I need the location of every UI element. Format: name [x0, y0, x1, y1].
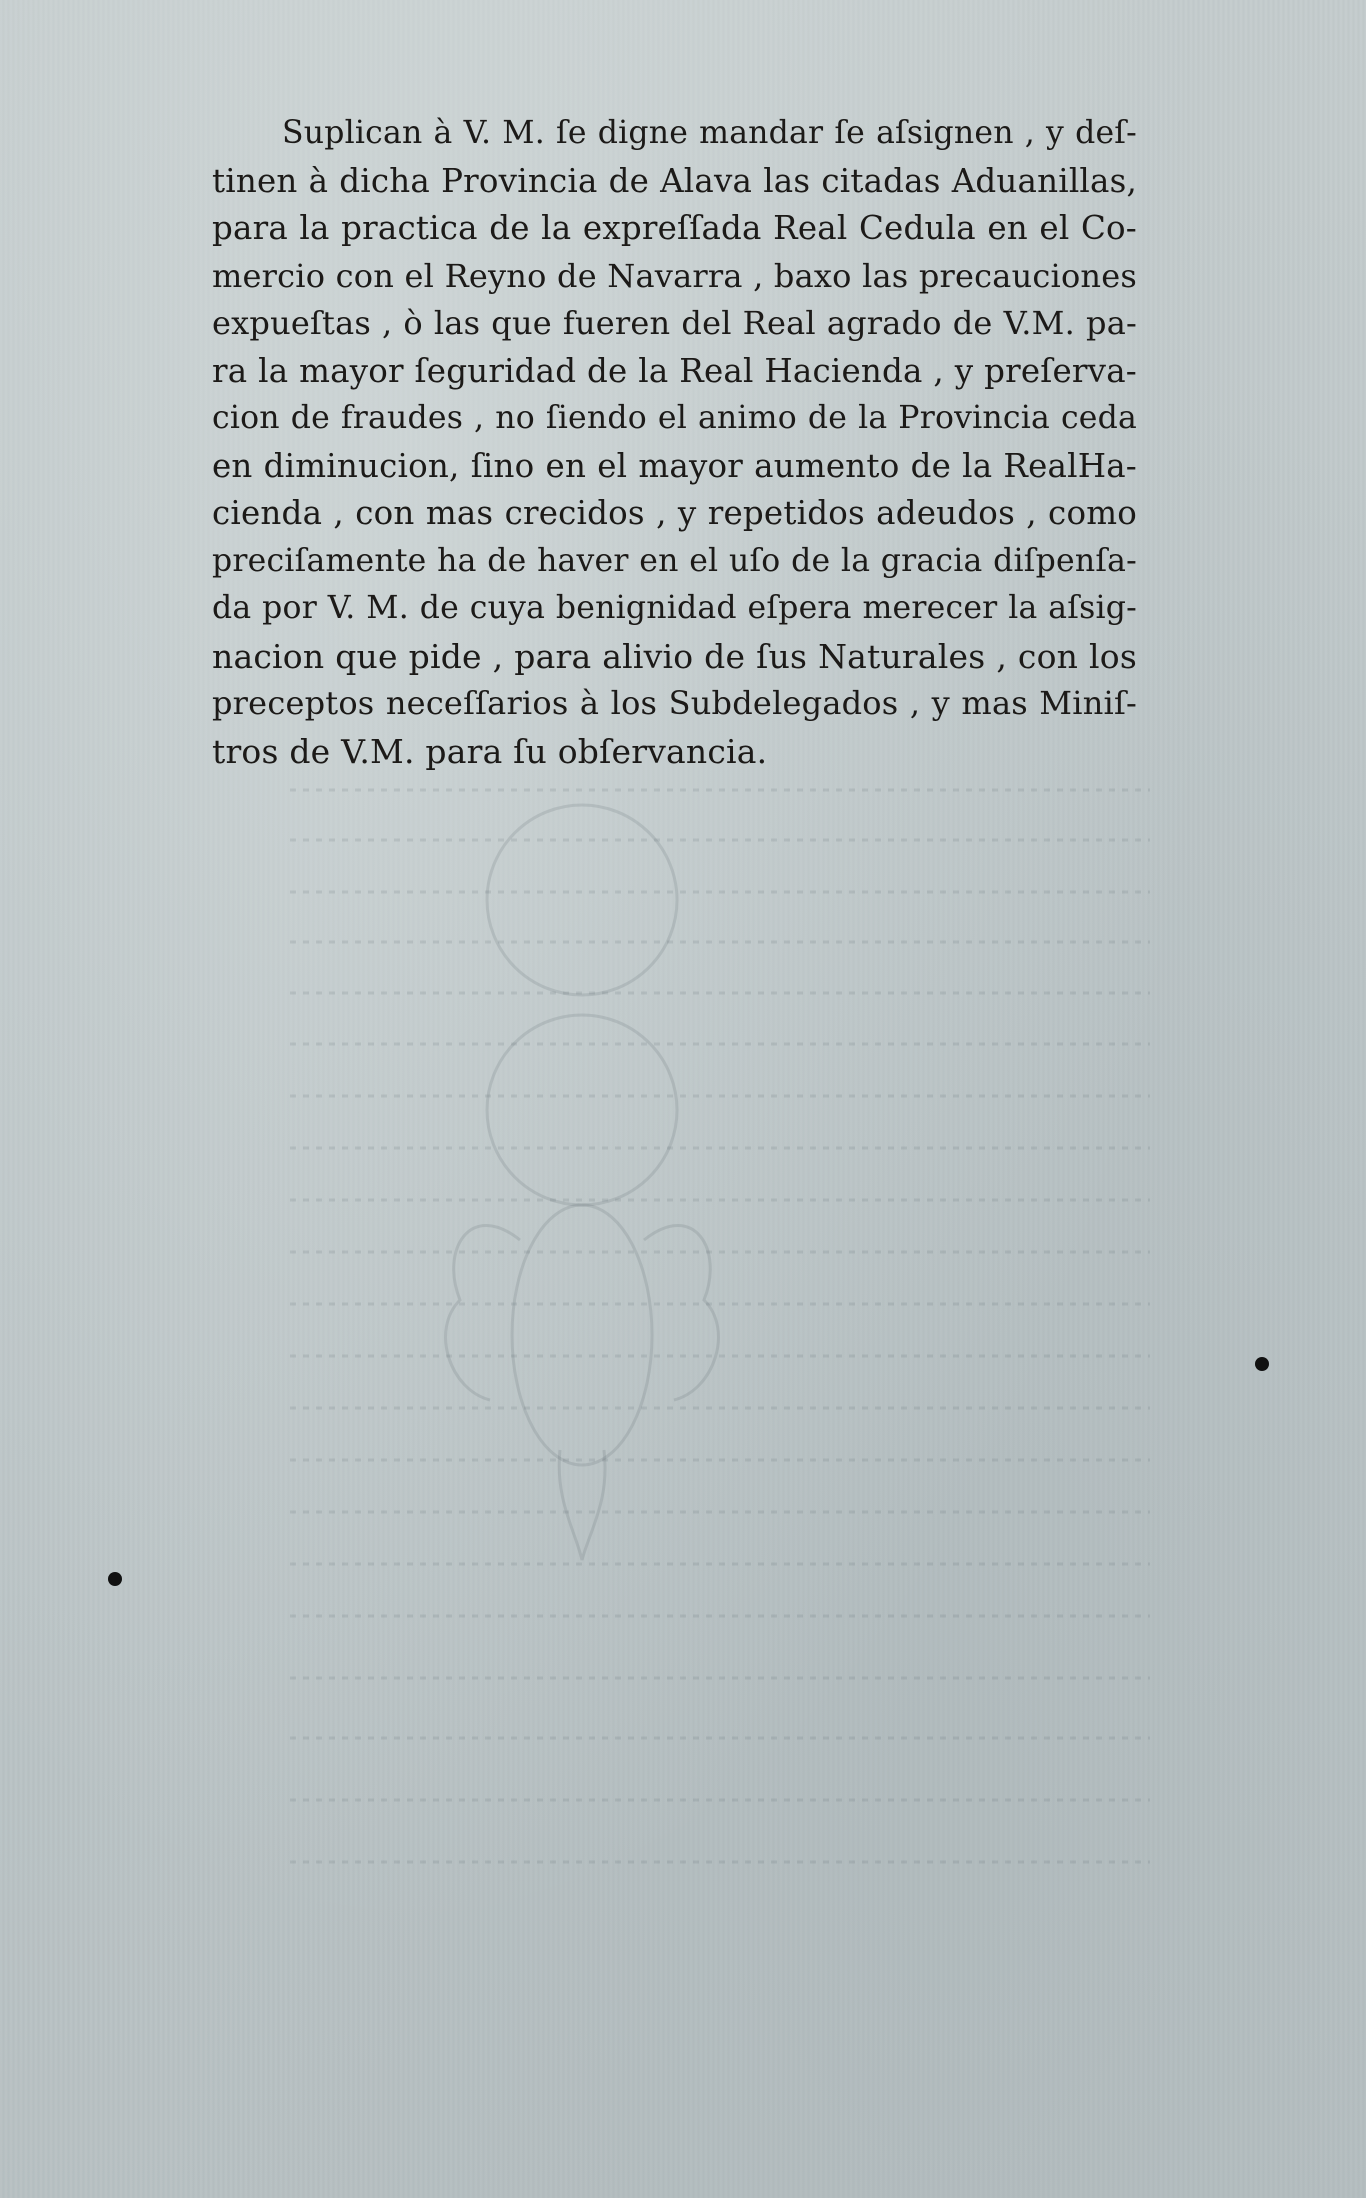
text-line: preciſamente ha de haver en el uſo de la gracia diſpenſa-	[212, 542, 1137, 579]
text-line: da por V. M. de cuya benignidad eſpera merecer la aſsig-	[212, 590, 1137, 626]
text-line: cion de fraudes , no ſiendo el animo de la Provincia ceda	[212, 400, 1137, 436]
text-line: tinen à dicha Provincia de Alava las citadas Aduanillas,	[212, 161, 1137, 200]
text-line: para la practica de la expreſſada Real Cedula en el Co-	[212, 209, 1137, 247]
text-line: nacion que pide , para alivio de ſus Naturales , con los	[212, 636, 1137, 676]
petition-text	[212, 110, 1137, 775]
text-line: cienda , con mas crecidos , y repetidos adeudos , como	[212, 494, 1137, 532]
text-line: preceptos neceſſarios à los Subdelegados , y mas Miniſ-	[212, 684, 1137, 722]
text-line: tros de V.M. para ſu obſervancia.	[212, 731, 768, 771]
text-line: Suplican à V. M. ſe digne mandar ſe aſsignen , y deſ-	[282, 115, 1137, 151]
binding-hole-left	[108, 1572, 122, 1586]
text-line: en diminucion, ſino en el mayor aumento de la RealHa-	[212, 446, 1137, 485]
text-line: mercio con el Reyno de Navarra , baxo las precauciones	[212, 256, 1137, 295]
text-line: expueſtas , ò las que fueren del Real agrado de V.M. pa-	[212, 304, 1137, 342]
text-line: ra la mayor ſeguridad de la Real Hacienda , y preſerva-	[212, 351, 1137, 390]
binding-hole-right	[1255, 1357, 1269, 1371]
